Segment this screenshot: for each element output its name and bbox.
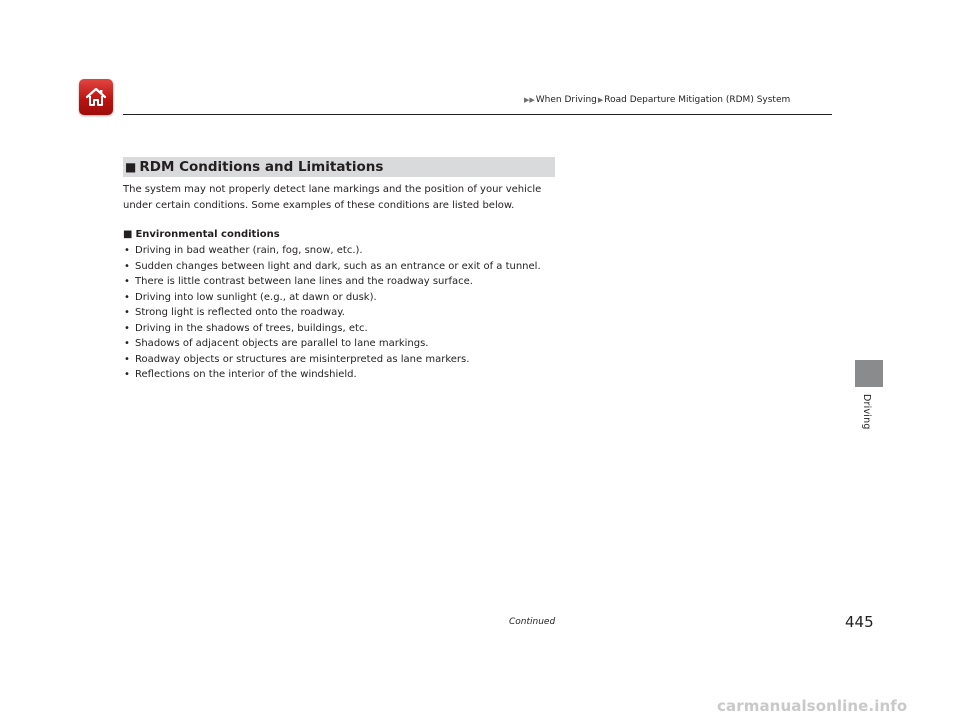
page-number: 445 [845, 613, 874, 631]
continued-label: Continued [509, 617, 556, 627]
watermark: carmanualsonline.info [717, 697, 908, 715]
breadcrumb-arrow-icon: ▶ [597, 96, 604, 104]
subsection-title: Environmental conditions [135, 229, 280, 240]
bullet-icon: • [124, 338, 130, 349]
list-item: • Sudden changes between light and dark, such as an entrance or exit of a tunnel. [123, 259, 573, 275]
bullet-icon: • [124, 276, 130, 287]
header-rule [123, 114, 832, 115]
square-bullet-icon: ■ [125, 160, 137, 174]
bullet-icon: • [124, 291, 130, 303]
conditions-list [123, 243, 573, 383]
bullet-icon: • [124, 353, 130, 365]
breadcrumb [523, 95, 790, 105]
bullet-icon: • [124, 369, 130, 380]
bullet-icon: • [124, 322, 130, 334]
section-title: RDM Conditions and Limitations [139, 159, 384, 175]
breadcrumb-item-when-driving[interactable]: When Driving [535, 95, 597, 105]
list-item: • Shadows of adjacent objects are parallel to lane markings. [123, 336, 573, 352]
home-icon [84, 86, 108, 108]
list-item: • Strong light is reflected onto the roadway. [123, 305, 573, 321]
breadcrumb-item-rdm-system[interactable]: Road Departure Mitigation (RDM) System [604, 95, 791, 105]
intro-line: under certain conditions. Some examples of these conditions are listed below. [123, 200, 515, 211]
chapter-tab-label: Driving [861, 394, 872, 430]
bullet-icon: • [124, 307, 130, 318]
list-item: • Roadway objects or structures are misinterpreted as lane markers. [123, 352, 573, 368]
square-bullet-icon: ■ [123, 229, 133, 240]
home-button[interactable] [79, 79, 113, 115]
list-item: • There is little contrast between lane lines and the roadway surface. [123, 274, 573, 290]
intro-line: The system may not properly detect lane markings and the position of your vehicle [123, 184, 542, 195]
breadcrumb-arrow-icon: ▶▶ [524, 96, 535, 104]
chapter-tab-driving[interactable] [855, 360, 883, 387]
subsection-heading [123, 229, 280, 240]
list-item: • Reflections on the interior of the windshield. [123, 367, 573, 383]
section-heading [123, 157, 555, 177]
list-item: • Driving in bad weather (rain, fog, snow, etc.). [123, 243, 573, 259]
list-item: • Driving in the shadows of trees, buildings, etc. [123, 321, 573, 337]
bullet-icon: • [124, 245, 130, 256]
intro-paragraph [123, 182, 563, 214]
list-item: • Driving into low sunlight (e.g., at dawn or dusk). [123, 290, 573, 306]
bullet-icon: • [124, 260, 130, 272]
